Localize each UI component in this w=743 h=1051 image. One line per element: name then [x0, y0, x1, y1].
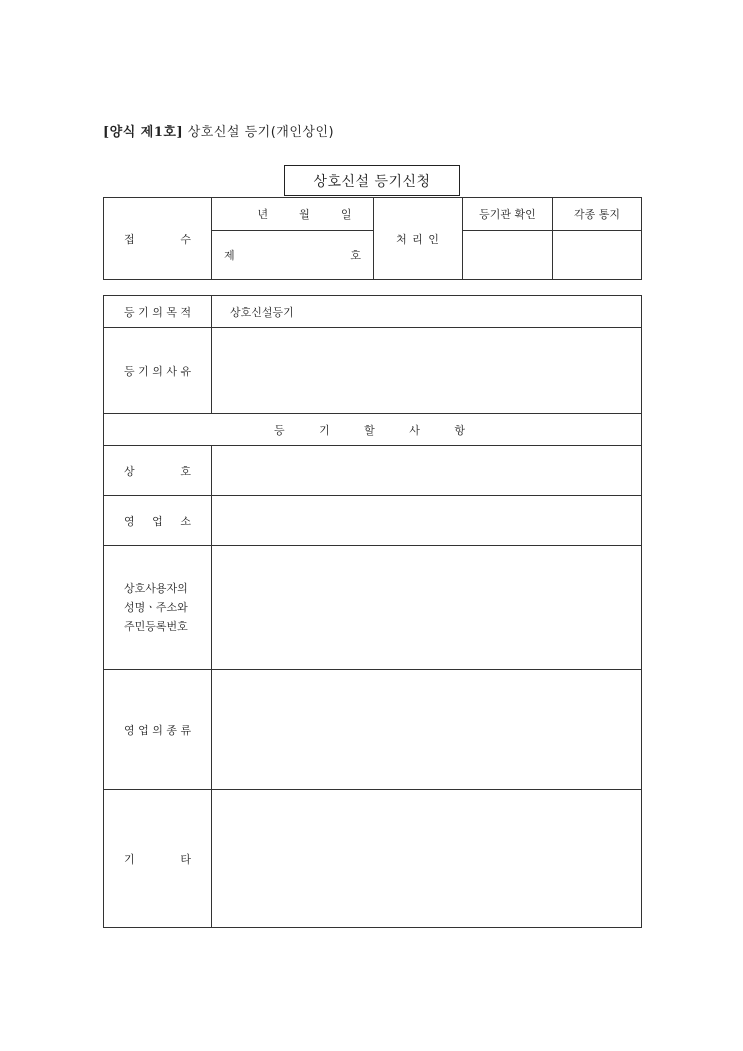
form-label: [103, 121, 334, 140]
notice-cell[interactable]: [553, 231, 642, 280]
trade-name-label: 상 호: [104, 446, 212, 496]
trade-name-value[interactable]: [212, 446, 642, 496]
purpose-value[interactable]: 상호신설등기: [212, 296, 642, 328]
registration-table: [103, 295, 642, 928]
notice-header: 각종 통지: [553, 198, 642, 231]
form-description: 상호신설 등기(개인상인): [187, 125, 335, 140]
receipt-table: [103, 197, 642, 280]
receipt-label-cell: 접 수: [104, 198, 212, 280]
user-info-value[interactable]: [212, 546, 642, 670]
reason-value[interactable]: [212, 328, 642, 414]
user-info-label: 상호사용자의 성명ㆍ주소와 주민등록번호: [104, 546, 212, 670]
business-office-value[interactable]: [212, 496, 642, 546]
other-label: 기 타: [104, 790, 212, 928]
processor-cell: 처 리 인: [374, 198, 463, 280]
registrar-confirm-header: 등기관 확인: [463, 198, 553, 231]
section-title: 등 기 할 사 항: [104, 414, 642, 446]
receipt-date-cell[interactable]: 년 월 일: [212, 198, 374, 231]
receipt-number-cell[interactable]: 제 호: [212, 231, 374, 280]
purpose-label: 등 기 의 목 적: [104, 296, 212, 328]
form-title: 상호신설 등기신청: [284, 165, 460, 196]
business-type-label: 영 업 의 종 류: [104, 670, 212, 790]
business-type-value[interactable]: [212, 670, 642, 790]
business-office-label: 영 업 소: [104, 496, 212, 546]
form-number: [양식 제1호]: [103, 125, 184, 140]
other-value[interactable]: [212, 790, 642, 928]
reason-label: 등 기 의 사 유: [104, 328, 212, 414]
registrar-confirm-cell[interactable]: [463, 231, 553, 280]
